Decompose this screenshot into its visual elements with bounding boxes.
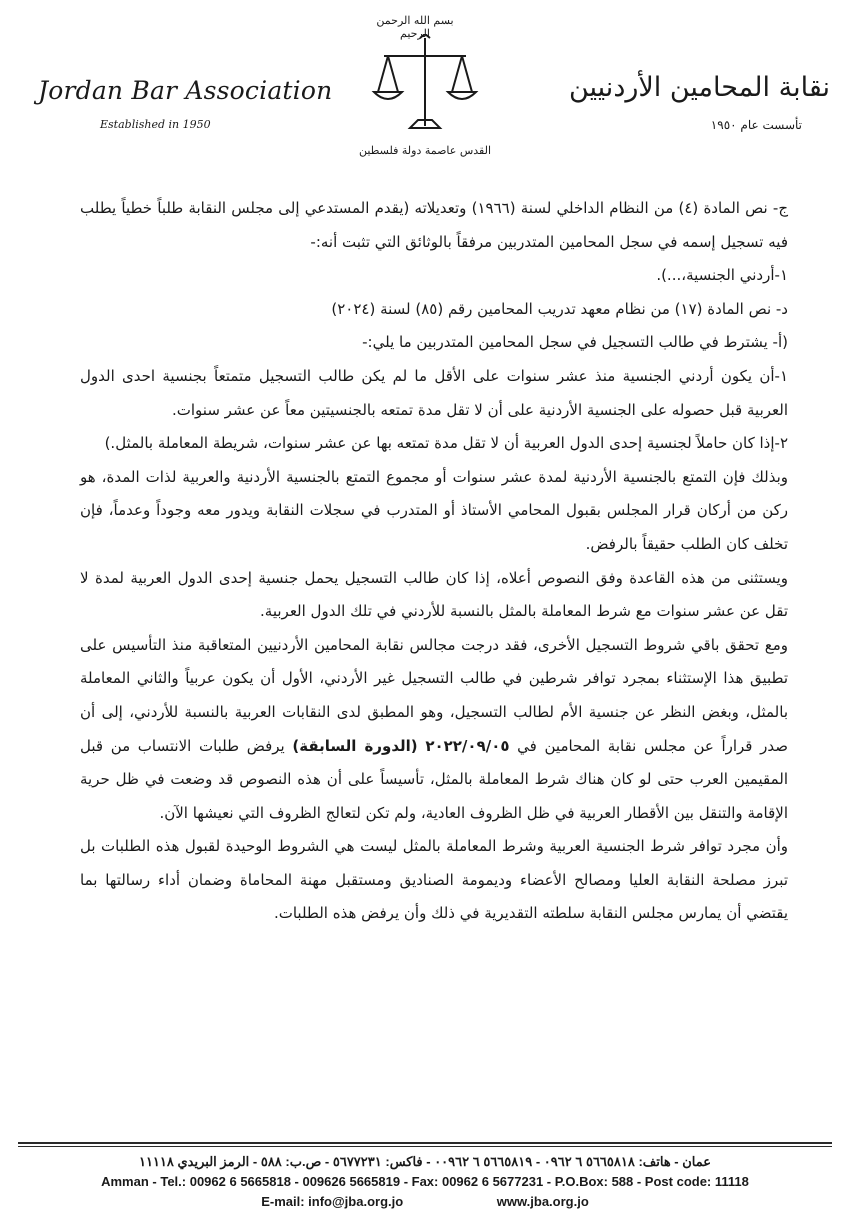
association-name-english: Jordan Bar Association — [38, 76, 333, 105]
footer-email[interactable]: E-mail: info@jba.org.jo — [261, 1194, 404, 1209]
council-practice-text: ومع تحقق باقي شروط التسجيل الأخرى، فقد درجت مجالس نقابة المحامين الأردنيين المتعاقبة منذ التأسيس على تطبيق هذا الإستثناء بمجرد توافر شرطين في طالب التسجيل غير الأردني، الأول أن يكون عربياً والثاني المعاملة بالمثل، وبغض النظر عن جنسية الأم لطالب التسجيل، وهو المطبق لدى النقابات العربية بالنسبة للأردني، إلى أن صدر قراراً عن مجلس نقابة المحامين في — [80, 635, 788, 755]
paragraph-condition-2: ٢-إذا كان حاملاً لجنسية إحدى الدول العربية أن لا تقل مدة تمتعه بها عن عشر سنوات، شريطة المعاملة بالمثل.) — [104, 434, 788, 453]
footer — [40, 1152, 810, 1212]
paragraph-item-1-nationality: ١-أردني الجنسية،...). — [656, 266, 788, 285]
basmala-text: بسم الله الرحمن الرحيم — [376, 14, 454, 40]
paragraph-council-practice — [80, 629, 788, 831]
previous-session-label: (الدورة السابقة) — [292, 736, 418, 755]
established-arabic: تأسست عام ١٩٥٠ — [710, 118, 802, 132]
association-name-arabic: نقابة المحامين الأردنيين — [568, 72, 830, 103]
footer-web — [40, 1192, 810, 1212]
letterhead — [0, 0, 850, 175]
footer-divider — [18, 1142, 832, 1144]
decision-date: ٢٠٢٢/٠٩/٠٥ — [425, 736, 510, 755]
footer-contact-english: Amman - Tel.: 00962 6 5665818 - 009626 5665819 - Fax: 00962 6 5677231 - P.O.Box: 588 - Post code: 11118 — [101, 1174, 749, 1189]
established-english: Established in 1950 — [100, 118, 211, 131]
paragraph-condition-1: ١-أن يكون أردني الجنسية منذ عشر سنوات على الأقل ما لم يكن طالب التسجيل متمتعاً بجنسية احدى الدول العربية قبل حصوله على الجنسية الأردنية على أن لا تقل مدة تمتعه بالجنسيتين معاً عن عشر سنوات. — [80, 366, 788, 419]
council-decision-text: يرفض طلبات الانتساب من قبل المقيمين العرب حتى لو كان هناك شرط المعاملة بالمثل، تأسيساً على أن هذه النصوص قد وضعت في ظل حرية الإقامة والتنقل بين الأقطار العربية في ظل الظروف العادية، ولم تكن لتعالج الظروف التي نعيشها الآن. — [80, 736, 788, 822]
paragraph-conclusion: وأن مجرد توافر شرط الجنسية العربية وشرط المعاملة بالمثل ليست هي الشروط الوحيدة لقبول هذه الطلبات بل تبرز مصلحة النقابة العليا ومصالح الأعضاء وديمومة الصناديق ومستقبل مهنة المحاماة وضمان أداء رسالتها بما يقتضي أن يمارس مجلس النقابة سلطته التقديرية في ذلك وأن يرفض هذه الطلبات. — [80, 837, 788, 923]
footer-website[interactable]: www.jba.org.jo — [496, 1194, 589, 1209]
paragraph-article-17: د- نص المادة (١٧) من نظام معهد تدريب المحامين رقم (٨٥) لسنة (٢٠٢٤) — [331, 299, 788, 318]
footer-contact-arabic: عمان - هاتف: ٥٦٦٥٨١٨ ٦ ٠٩٦٢ - ٥٦٦٥٨١٩ ٦ ٠٠٩٦٢ - فاكس: ٥٦٧٧٢٣١ - ص.ب: ٥٨٨ - الرمز البريدي ١١١١٨ — [138, 1154, 712, 1169]
paragraph-nationality-rule: وبذلك فإن التمتع بالجنسية الأردنية لمدة عشر سنوات أو مجموع التمتع بالجنسية الأردنية والعربية لذات المدة، هو ركن من أركان قرار المجلس بقبول المحامي الأستاذ أو المتدرب في سجلات النقابة ويدور معه وجوداً وعدماً، فإن تخلف كان الطلب حقيقاً بالرفض. — [80, 467, 788, 553]
paragraph-conditions-intro: (أ- يشترط في طالب التسجيل في سجل المحامين المتدربين ما يلي:- — [362, 333, 788, 352]
paragraph-article-4: ج- نص المادة (٤) من النظام الداخلي لسنة (١٩٦٦) وتعديلاته (يقدم المستدعي إلى مجلس النقابة طلباً خطياً يطلب فيه تسجيل إسمه في سجل المحامين المتدربين مرفقاً بالوثائق التي تثبت أنه:- — [80, 199, 789, 251]
scales-of-justice-emblem — [370, 34, 480, 134]
footer-divider-thin — [18, 1146, 832, 1147]
emblem-motto: القدس عاصمة دولة فلسطين — [358, 144, 492, 157]
letter-body — [80, 192, 788, 931]
paragraph-exception: ويستثنى من هذه القاعدة وفق النصوص أعلاه، إذا كان طالب التسجيل يحمل جنسية إحدى الدول العربية لمدة لا تقل عن عشر سنوات مع شرط المعاملة بالمثل بالنسبة للأردني في تلك الدول العربية. — [80, 568, 788, 621]
